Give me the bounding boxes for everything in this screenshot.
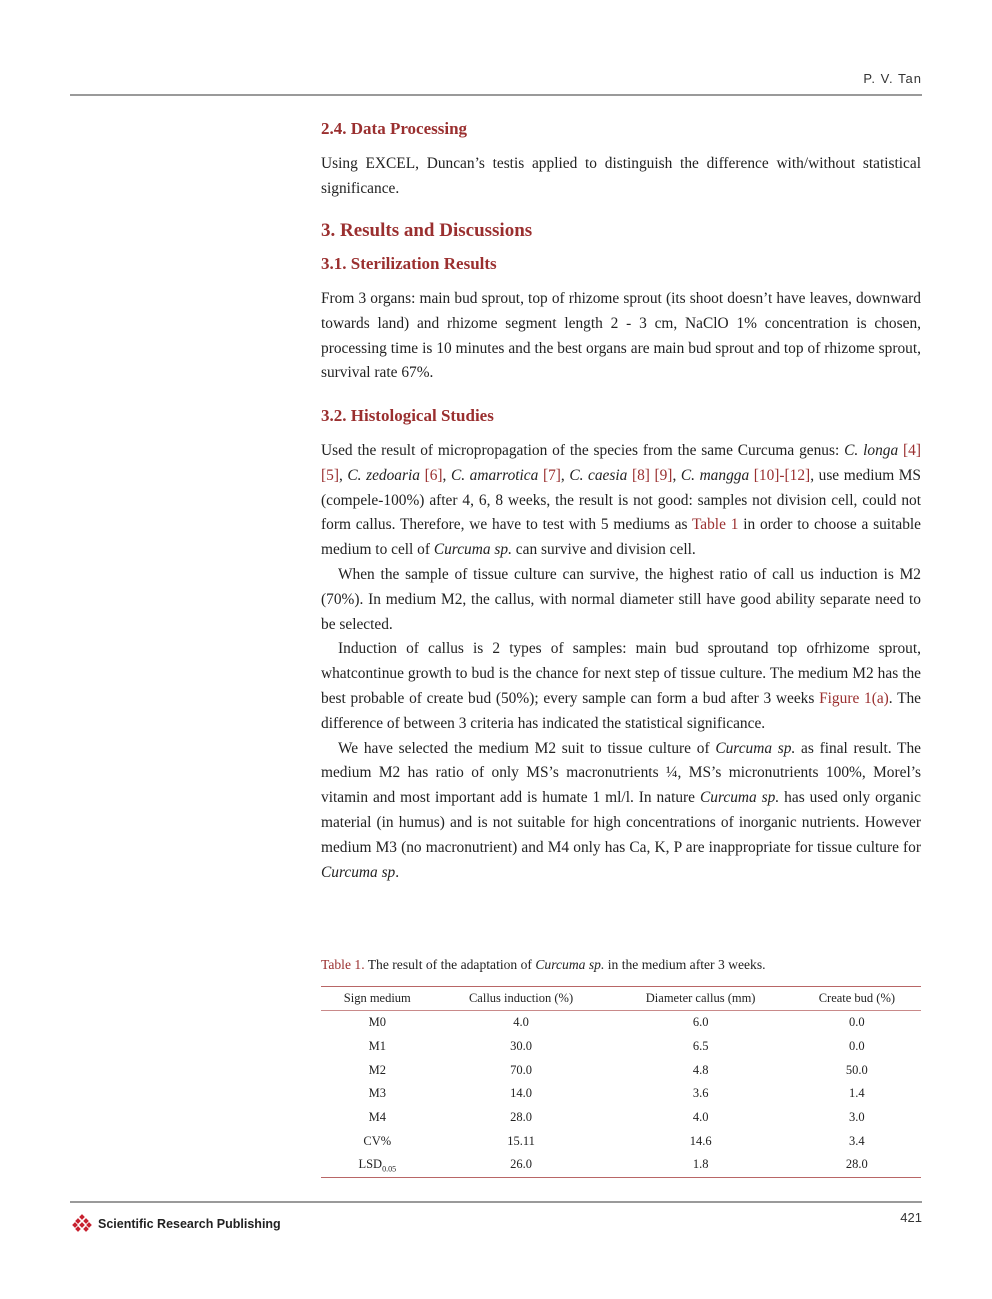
scirp-logo-icon — [72, 1214, 92, 1234]
section-3-heading: 3. Results and Discussions — [321, 220, 533, 241]
species-name: C. amarrotica — [450, 466, 539, 484]
table-cell: 4.0 — [513, 1015, 529, 1030]
table-1-caption — [321, 957, 921, 973]
citation-link[interactable]: [9] — [654, 466, 673, 484]
column-header: Callus induction (%) — [434, 987, 609, 1011]
paragraph-medium — [321, 737, 921, 886]
table-cell: 3.6 — [692, 1086, 709, 1101]
table-cell: 50.0 — [845, 1062, 868, 1077]
caption-text: in the medium after 3 weeks. — [604, 957, 766, 972]
page-number: 421 — [900, 1210, 922, 1225]
table-cell: M2 — [368, 1062, 386, 1077]
table-cell: 70.0 — [510, 1062, 532, 1077]
species-name: Curcuma sp. — [699, 789, 780, 807]
table-cell: 30.0 — [510, 1039, 532, 1054]
lsd-subscript: 0.05 — [382, 1164, 397, 1174]
table-cell: 3.4 — [849, 1133, 865, 1148]
running-author: P. V. Tan — [863, 71, 922, 86]
section-3-2-heading: 3.2. Histological Studies — [321, 406, 494, 425]
text-span: , use medium MS (compele-100%) after 4, 6, 8 weeks, the result is not good: samples not division cell, could not form callus. Therefore, we have to test with 5 mediums as — [321, 466, 921, 534]
species-name: C. zedoaria — [347, 466, 420, 484]
citation-link[interactable]: [6] — [424, 466, 443, 484]
table-row — [321, 1035, 921, 1059]
text-span: can survive and division cell. — [511, 541, 696, 559]
footer-rule — [70, 1201, 922, 1203]
citation-link[interactable]: [5] — [321, 466, 339, 484]
table-cell: M3 — [368, 1086, 386, 1101]
species-name: Curcuma sp. — [535, 957, 605, 972]
text-span: . The difference of between 3 criteria has indicated the statistical significance. — [321, 689, 921, 732]
table-row — [321, 1129, 921, 1153]
caption-text: The result of the adaptation of — [364, 957, 536, 972]
table-row — [321, 1106, 921, 1130]
species-name: C. caesia — [569, 466, 628, 484]
text-span: . — [395, 863, 400, 881]
table-cell: 4.0 — [692, 1110, 709, 1125]
table-cell: 14.0 — [510, 1086, 532, 1101]
lsd-label: LSD — [358, 1156, 383, 1171]
table-cell: 4.8 — [692, 1062, 709, 1077]
column-header: Sign medium — [321, 987, 434, 1011]
figure-1a-link[interactable]: Figure 1(a) — [819, 689, 889, 707]
scirp-logo-shapes — [72, 1214, 92, 1232]
table-cell: M4 — [368, 1110, 386, 1125]
table-row — [321, 1058, 921, 1082]
column-header: Diameter callus (mm) — [609, 987, 793, 1011]
species-name: C. mangga — [680, 466, 750, 484]
text-span: We have selected the medium M2 suit to tissue culture of — [338, 739, 716, 757]
citation-link[interactable]: [10]-[12] — [753, 466, 811, 484]
citation-link[interactable]: [7] — [542, 466, 561, 484]
table-cell — [321, 1153, 434, 1177]
table-header-row — [321, 987, 921, 1011]
table-row — [321, 1082, 921, 1106]
table-cell: CV% — [363, 1133, 392, 1148]
table-1-label: Table 1. — [321, 957, 365, 972]
table-cell: 0.0 — [849, 1039, 865, 1054]
publisher-name: Scientific Research Publishing — [98, 1217, 281, 1231]
paragraph-species: Used the result of micropropagation of the species from the same Curcuma genus: C. longa [4] [5], C. zedoaria [6], C. amarrotica [7], C. caesia [8] [9], C. mangga [10]-[12], use medium MS (compele-100%) after 4, 6, 8 weeks, the result is not good: samples not division cell, could not form callus. Therefore, we have to test with 5 mediums as Table 1 in order to choose a suitable medium to cell of Curcuma sp. can survive and division cell. — [321, 442, 921, 559]
text-span: Used the result of micropropagation of the species from the same Curcuma genus: — [321, 442, 845, 459]
table-cell: 26.0 — [434, 1153, 609, 1177]
text-span: has used only organic material (in humus) and is not suitable for high concentrations of inorganic nutrients. However medium M3 (no macronutrient) and M4 only has Ca, K, P are inappropriate for tissue culture for — [321, 789, 921, 856]
table-cell: 15.11 — [507, 1133, 535, 1148]
section-3-2-body — [321, 439, 921, 885]
species-name: Curcuma sp. — [433, 541, 512, 559]
table-cell: 1.8 — [609, 1153, 793, 1177]
column-header: Create bud (%) — [793, 987, 921, 1011]
table-1 — [321, 986, 921, 1178]
table-cell: 1.4 — [849, 1086, 865, 1101]
table-cell: 3.0 — [849, 1110, 865, 1125]
table-1-link[interactable]: Table 1 — [691, 516, 739, 534]
paragraph-callus — [321, 637, 921, 736]
table-cell: 28.0 — [510, 1110, 532, 1125]
table-cell: M0 — [368, 1015, 386, 1030]
table-cell: 14.6 — [689, 1133, 712, 1148]
publisher-logo[interactable] — [72, 1214, 281, 1234]
section-3-1-paragraph: From 3 organs: main bud sprout, top of rhizome sprout (its shoot doesn’t have leaves, downward towards land) and rhizome segment length 2 - 3 cm, NaClO 1% concentration is chosen, processing time is 10 minutes and the best organs are main bud sprout and top of rhizome sprout, survival rate 67%. — [321, 290, 921, 382]
table-cell: 6.0 — [692, 1015, 709, 1030]
text-span: Induction of callus is 2 types of samples: main bud sproutand top ofrhizome sprout, whatcontinue growth to bud is the chance for next step of tissue culture. The medium M2 has the best probable of create bud (50%); every sample can form a bud after 3 weeks — [321, 640, 921, 707]
table-cell: M1 — [368, 1039, 386, 1054]
header-rule — [70, 94, 922, 96]
table-row-lsd — [321, 1153, 921, 1177]
section-2-4-paragraph: Using EXCEL, Duncan’s testis applied to distinguish the difference with/without statistical significance. — [321, 155, 921, 197]
section-2-4-heading: 2.4. Data Processing — [321, 119, 468, 138]
citation-link[interactable]: [8] — [631, 466, 650, 484]
text-span: in order to choose a suitable medium to cell of — [321, 516, 921, 559]
citation-link[interactable]: [4] — [903, 442, 921, 459]
species-name: Curcuma sp. — [715, 739, 796, 757]
section-3-1-heading: 3.1. Sterilization Results — [321, 254, 497, 273]
paragraph-survival: When the sample of tissue culture can survive, the highest ratio of call us induction is M2 (70%). In medium M2, the callus, with normal diameter still have good ability separate need to be selected. — [321, 565, 921, 633]
table-cell: 28.0 — [793, 1153, 921, 1177]
text-span: as final result. The medium M2 has ratio of only MS’s macronutrients ¼, MS’s micronutrients 100%, Morel’s vitamin and most important add is humate 1 ml/l. In nature — [321, 739, 921, 807]
table-cell: 6.5 — [692, 1039, 709, 1054]
table-cell: 0.0 — [849, 1015, 865, 1030]
table-row — [321, 1011, 921, 1035]
species-name: Curcuma sp — [321, 863, 396, 881]
species-name: C. longa — [844, 442, 899, 459]
